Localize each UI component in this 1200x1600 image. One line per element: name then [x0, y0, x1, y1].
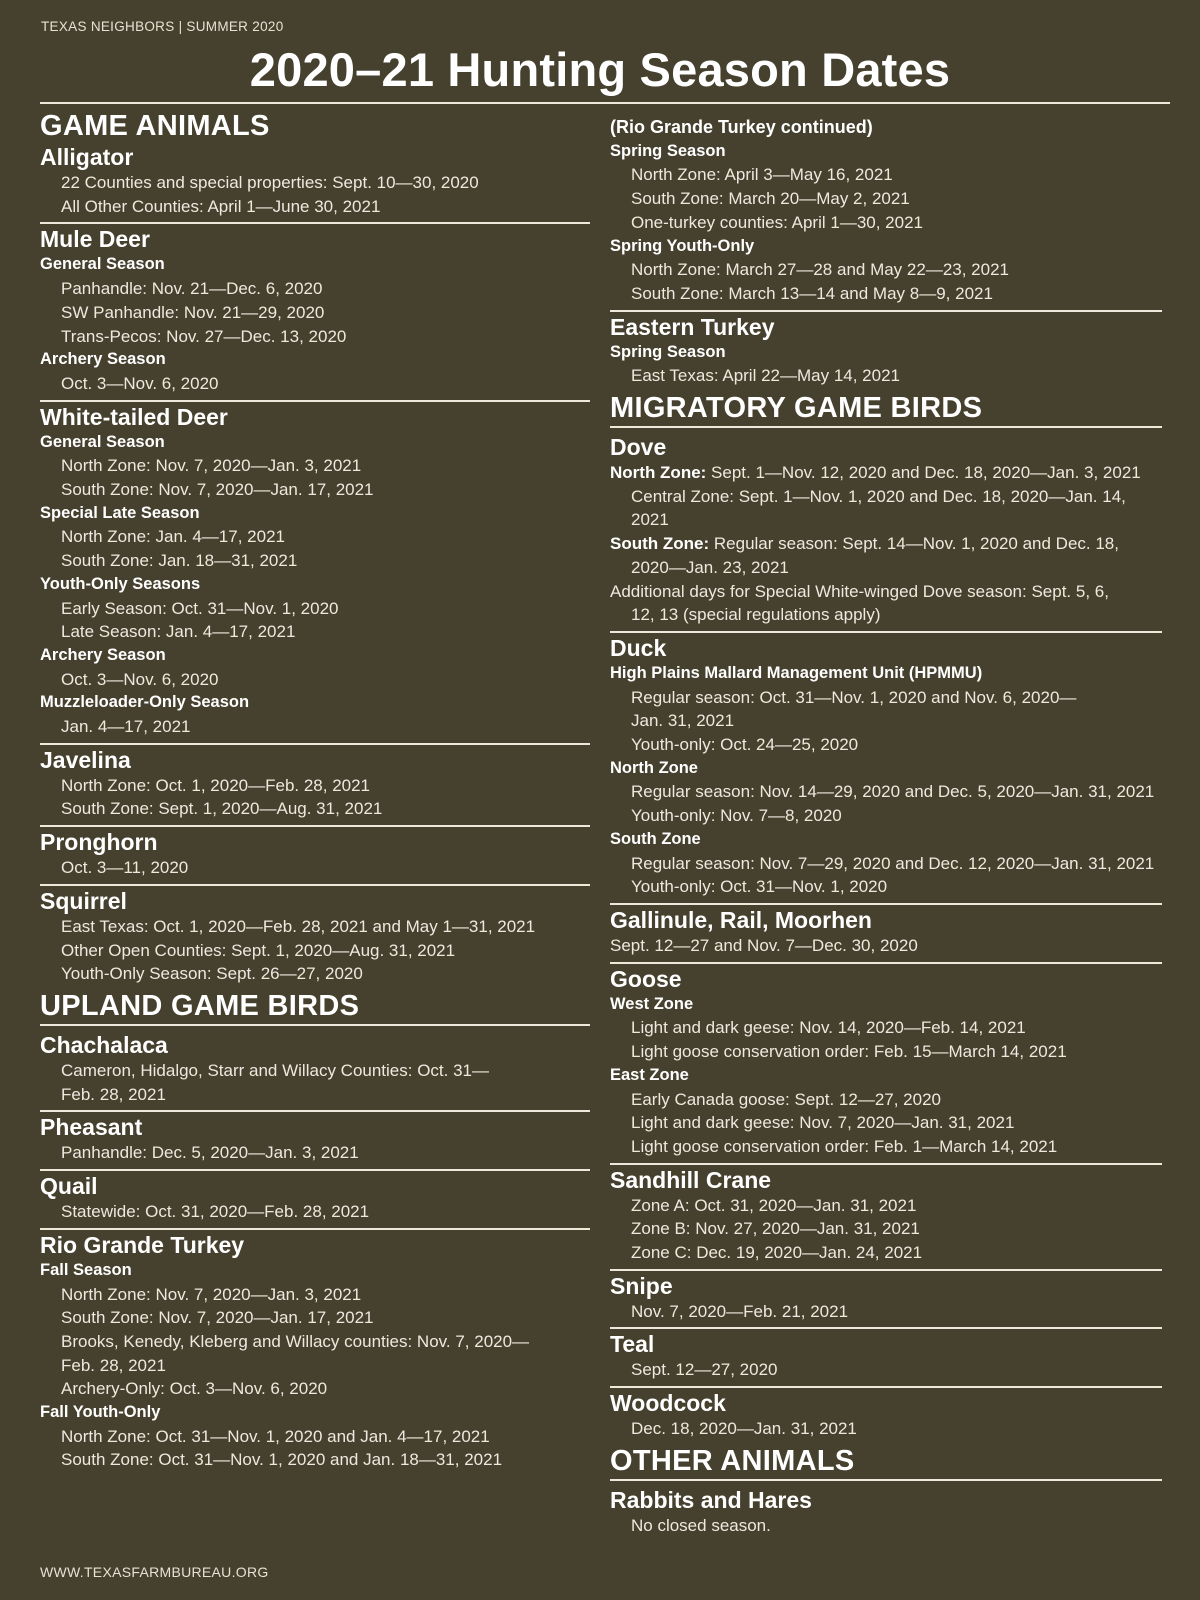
date-line: Sept. 12—27 and Nov. 7—Dec. 30, 2020	[610, 935, 918, 955]
season-subheading: Fall Season	[40, 1260, 132, 1279]
date-line: Dec. 18, 2020—Jan. 31, 2021	[631, 1419, 857, 1439]
species-teal	[610, 1329, 1162, 1388]
date-line: Jan. 31, 2021	[631, 711, 735, 731]
species-pheasant	[40, 1112, 590, 1171]
date-line: Early Canada goose: Sept. 12—27, 2020	[631, 1089, 941, 1109]
species-name: Sandhill Crane	[610, 1166, 772, 1193]
date-line: Late Season: Jan. 4—17, 2021	[61, 622, 296, 642]
species-name: Woodcock	[610, 1390, 726, 1417]
date-line: Nov. 7, 2020—Feb. 21, 2021	[631, 1301, 849, 1321]
season-subheading: Spring Youth-Only	[610, 236, 755, 255]
species-name: Pronghorn	[40, 829, 158, 856]
season-subheading: North Zone	[610, 758, 698, 777]
date-line: North Zone: March 27—28 and May 22—23, 2021	[631, 260, 1009, 280]
date-line: South Zone: Oct. 31—Nov. 1, 2020 and Jan. 18—31, 2021	[61, 1450, 503, 1470]
date-line: Panhandle: Nov. 21—Dec. 6, 2020	[61, 279, 323, 299]
species-name: Squirrel	[40, 887, 127, 914]
species-name: Chachalaca	[40, 1031, 168, 1058]
category-divider	[610, 1479, 1162, 1481]
date-line: Regular season: Nov. 7—29, 2020 and Dec. 12, 2020—Jan. 31, 2021	[631, 853, 1155, 873]
species-name: Gallinule, Rail, Moorhen	[610, 906, 872, 933]
zone-label: South Zone:	[610, 534, 710, 554]
season-subheading: Spring Season	[610, 141, 726, 160]
season-subheading: Archery Season	[40, 350, 166, 369]
date-line: Light goose conservation order: Feb. 1—March 14, 2021	[631, 1136, 1058, 1156]
species-squirrel	[40, 886, 590, 990]
season-subheading: Muzzleloader-Only Season	[40, 693, 250, 712]
date-line: North Zone: Nov. 7, 2020—Jan. 3, 2021	[61, 456, 362, 476]
species-snipe	[610, 1271, 1162, 1330]
season-subheading: West Zone	[610, 994, 694, 1013]
date-line: South Zone: Sept. 1, 2020—Aug. 31, 2021	[61, 799, 383, 819]
date-line: East Texas: Oct. 1, 2020—Feb. 28, 2021 and May 1—31, 2021	[61, 916, 536, 936]
species-rio-grande-turkey-continued	[610, 114, 1162, 312]
date-line: No closed season.	[631, 1515, 771, 1535]
date-line: 22 Counties and special properties: Sept. 10—30, 2020	[61, 173, 479, 192]
date-line: Brooks, Kenedy, Kleberg and Willacy counties: Nov. 7, 2020—	[61, 1331, 530, 1351]
category-heading-upland-game-birds: UPLAND GAME BIRDS	[40, 989, 360, 1022]
title-divider	[40, 102, 1170, 104]
date-line: Central Zone: Sept. 1—Nov. 1, 2020 and Dec. 18, 2020—Jan. 14, 2021	[631, 486, 1126, 530]
species-name: Javelina	[40, 746, 131, 773]
page-title: 2020–21 Hunting Season Dates	[249, 43, 951, 96]
date-line: Jan. 4—17, 2021	[61, 717, 191, 737]
date-line	[610, 532, 1162, 556]
species-alligator	[40, 142, 590, 224]
species-pronghorn	[40, 827, 590, 886]
species-name: Quail	[40, 1173, 98, 1200]
species-name: Goose	[610, 965, 682, 992]
date-line: Feb. 28, 2021	[61, 1084, 166, 1104]
species-sandhill-crane	[610, 1165, 1162, 1271]
species-name: Eastern Turkey	[610, 313, 775, 340]
date-line: SW Panhandle: Nov. 21—29, 2020	[61, 302, 325, 322]
date-line: Cameron, Hidalgo, Starr and Willacy Counties: Oct. 31—	[61, 1060, 490, 1080]
date-line: 12, 13 (special regulations apply)	[631, 605, 881, 625]
season-subheading: South Zone	[610, 829, 701, 848]
date-line	[610, 461, 1162, 485]
species-chachalaca	[40, 1030, 590, 1112]
species-quail	[40, 1171, 590, 1230]
date-line: Regular season: Nov. 14—29, 2020 and Dec. 5, 2020—Jan. 31, 2021	[631, 782, 1155, 802]
species-eastern-turkey	[610, 312, 1162, 392]
date-line: Early Season: Oct. 31—Nov. 1, 2020	[61, 598, 339, 618]
date-line: Light and dark geese: Nov. 14, 2020—Feb. 14, 2021	[631, 1018, 1026, 1038]
date-line: South Zone: Nov. 7, 2020—Jan. 17, 2021	[61, 1308, 374, 1328]
species-name: Mule Deer	[40, 226, 150, 253]
species-duck	[610, 633, 1162, 905]
season-subheading: Spring Season	[610, 342, 726, 361]
species-rio-grande-turkey	[40, 1230, 590, 1476]
species-name: Teal	[610, 1331, 655, 1358]
date-line: Additional days for Special White-winged Dove season: Sept. 5, 6,	[610, 581, 1109, 601]
date-line: North Zone: Jan. 4—17, 2021	[61, 527, 285, 547]
date-line: North Zone: April 3—May 16, 2021	[631, 165, 893, 185]
season-subheading: General Season	[40, 432, 165, 451]
species-dove	[610, 432, 1162, 633]
season-subheading: General Season	[40, 255, 165, 274]
date-line: Archery-Only: Oct. 3—Nov. 6, 2020	[61, 1379, 328, 1399]
date-line: 2020—Jan. 23, 2021	[631, 557, 789, 577]
date-text: Regular season: Sept. 14—Nov. 1, 2020 and Dec. 18,	[709, 534, 1119, 554]
species-goose	[610, 964, 1162, 1165]
date-line: Youth-only: Oct. 31—Nov. 1, 2020	[631, 877, 888, 897]
date-line: Regular season: Oct. 31—Nov. 1, 2020 and Nov. 6, 2020—	[631, 687, 1077, 707]
category-heading-other-animals: OTHER ANIMALS	[610, 1444, 855, 1477]
date-line: South Zone: Jan. 18—31, 2021	[61, 551, 298, 571]
publication-tagline: TEXAS NEIGHBORS | SUMMER 2020	[41, 19, 284, 34]
species-name: Rio Grande Turkey	[40, 1231, 245, 1258]
date-line: Zone A: Oct. 31, 2020—Jan. 31, 2021	[631, 1195, 917, 1215]
date-line: East Texas: April 22—May 14, 2021	[631, 366, 901, 386]
date-line: Zone C: Dec. 19, 2020—Jan. 24, 2021	[631, 1243, 923, 1263]
species-javelina	[40, 745, 590, 827]
season-subheading: Youth-Only Seasons	[40, 574, 201, 593]
date-line: Light goose conservation order: Feb. 15—March 14, 2021	[631, 1042, 1067, 1062]
species-woodcock	[610, 1388, 1162, 1445]
species-name: Pheasant	[40, 1114, 143, 1141]
date-line: One-turkey counties: April 1—30, 2021	[631, 212, 923, 232]
category-heading-game-animals: GAME ANIMALS	[40, 110, 270, 142]
category-heading-migratory-game-birds: MIGRATORY GAME BIRDS	[610, 392, 983, 425]
season-subheading: Archery Season	[40, 645, 166, 664]
species-white-tailed-deer	[40, 402, 590, 745]
date-line: All Other Counties: April 1—June 30, 2021	[61, 196, 381, 216]
date-line: North Zone: Nov. 7, 2020—Jan. 3, 2021	[61, 1284, 362, 1304]
species-name: White-tailed Deer	[40, 403, 228, 430]
species-name: (Rio Grande Turkey continued)	[610, 117, 873, 137]
date-line: Oct. 3—11, 2020	[61, 858, 189, 878]
date-line: Youth-only: Nov. 7—8, 2020	[631, 806, 842, 826]
species-name: Duck	[610, 634, 667, 661]
date-line: Trans-Pecos: Nov. 27—Dec. 13, 2020	[61, 326, 347, 346]
date-line: South Zone: March 13—14 and May 8—9, 2021	[631, 283, 993, 303]
zone-label: North Zone:	[610, 463, 707, 483]
date-line: Oct. 3—Nov. 6, 2020	[61, 373, 219, 393]
species-name: Alligator	[40, 144, 134, 170]
date-line: Oct. 3—Nov. 6, 2020	[61, 669, 219, 689]
season-subheading: East Zone	[610, 1065, 689, 1084]
date-line: Sept. 12—27, 2020	[631, 1360, 778, 1380]
season-subheading: High Plains Mallard Management Unit (HPMMU)	[610, 663, 983, 682]
season-subheading: Special Late Season	[40, 503, 200, 522]
species-mule-deer	[40, 224, 590, 401]
date-line: Statewide: Oct. 31, 2020—Feb. 28, 2021	[61, 1202, 370, 1222]
left-column	[40, 110, 590, 1476]
species-name: Rabbits and Hares	[610, 1486, 812, 1513]
right-column	[610, 114, 1162, 1542]
date-line: South Zone: Nov. 7, 2020—Jan. 17, 2021	[61, 480, 374, 500]
date-line: Light and dark geese: Nov. 7, 2020—Jan. 31, 2021	[631, 1113, 1015, 1133]
species-name: Snipe	[610, 1272, 673, 1299]
date-line: South Zone: March 20—May 2, 2021	[631, 189, 910, 209]
season-subheading: Fall Youth-Only	[40, 1403, 161, 1422]
footer-website: WWW.TEXASFARMBUREAU.ORG	[40, 1564, 269, 1580]
date-line: Youth-Only Season: Sept. 26—27, 2020	[61, 964, 363, 984]
date-text: Sept. 1—Nov. 12, 2020 and Dec. 18, 2020—Jan. 3, 2021	[706, 463, 1141, 483]
category-divider	[40, 1024, 590, 1026]
date-line: Youth-only: Oct. 24—25, 2020	[631, 735, 859, 755]
category-divider	[610, 426, 1162, 428]
species-rabbits-and-hares	[610, 1485, 1162, 1542]
species-gallinule-rail-moorhen	[610, 905, 1162, 964]
date-line: Feb. 28, 2021	[61, 1355, 166, 1375]
date-line: North Zone: Oct. 31—Nov. 1, 2020 and Jan. 4—17, 2021	[61, 1426, 490, 1446]
date-line: Zone B: Nov. 27, 2020—Jan. 31, 2021	[631, 1219, 920, 1239]
date-line: North Zone: Oct. 1, 2020—Feb. 28, 2021	[61, 775, 371, 795]
species-name: Dove	[610, 434, 667, 461]
date-line: Other Open Counties: Sept. 1, 2020—Aug. 31, 2021	[61, 940, 456, 960]
date-line: Panhandle: Dec. 5, 2020—Jan. 3, 2021	[61, 1143, 359, 1163]
